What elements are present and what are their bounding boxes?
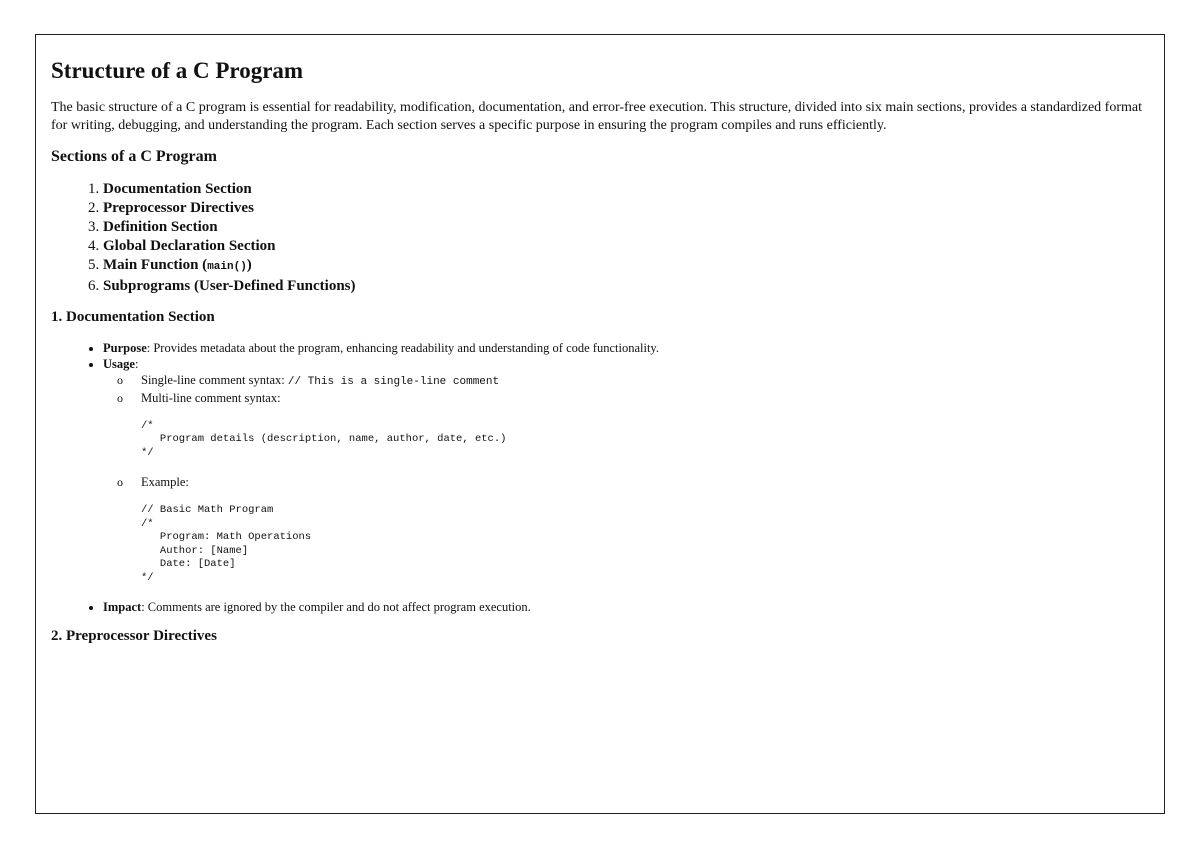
documentation-section-heading: 1. Documentation Section: [51, 308, 215, 325]
single-line-code: // This is a single-line comment: [287, 375, 500, 388]
document-page: [35, 34, 1165, 814]
usage-sublist: [103, 372, 1149, 586]
documentation-bullets: [51, 340, 1149, 616]
single-line-item: o Single-line comment syntax: // This is a single-line comment: [141, 372, 1149, 390]
preprocessor-section-heading: 2. Preprocessor Directives: [51, 628, 217, 645]
sections-list: [51, 180, 1149, 296]
list-item: 3. Definition Section: [103, 218, 1149, 237]
multi-line-code-block: /* Program details (description, name, author, date, etc.) */: [141, 419, 507, 459]
list-item: 2. Preprocessor Directives: [103, 199, 1149, 218]
list-item: 6. Subprograms (User-Defined Functions): [103, 277, 1149, 296]
example-item: o Example: // Basic Math Program /* Program: Math Operations Author: [Name] Date: [Date] */: [141, 474, 1149, 585]
usage-item: • Usage: o Single-line comment syntax: // This is a single-line comment o Multi-line comment syntax: /* Program details (description, name, author, date, etc.) */ o Example: // Basic Math Program /* Program: Math Operations Author: [Name] Date: [Date] */: [103, 356, 1149, 586]
list-item: 1. Documentation Section: [103, 180, 1149, 199]
main-function-code: main(): [207, 260, 247, 273]
purpose-item: • Purpose: Provides metadata about the program, enhancing readability and understanding of code functionality.: [103, 340, 1149, 356]
list-item: 5. Main Function (main()): [103, 256, 1149, 277]
page-title: Structure of a C Program: [51, 58, 304, 83]
multi-line-item: o Multi-line comment syntax: /* Program details (description, name, author, date, etc.) */: [141, 390, 1149, 461]
impact-item: • Impact: Comments are ignored by the compiler and do not affect program execution.: [103, 599, 1149, 615]
list-item: 4. Global Declaration Section: [103, 237, 1149, 256]
intro-paragraph: The basic structure of a C program is essential for readability, modification, documentation, and error-free execution. This structure, divided into six main sections, provides a standardized format for writing, debugging, and understanding the program. Each section serves a specific purpose in ensuring the program compiles and runs efficiently.: [51, 99, 1142, 133]
sections-heading: Sections of a C Program: [51, 147, 217, 165]
example-code-block: // Basic Math Program /* Program: Math Operations Author: [Name] Date: [Date] */: [141, 504, 312, 584]
